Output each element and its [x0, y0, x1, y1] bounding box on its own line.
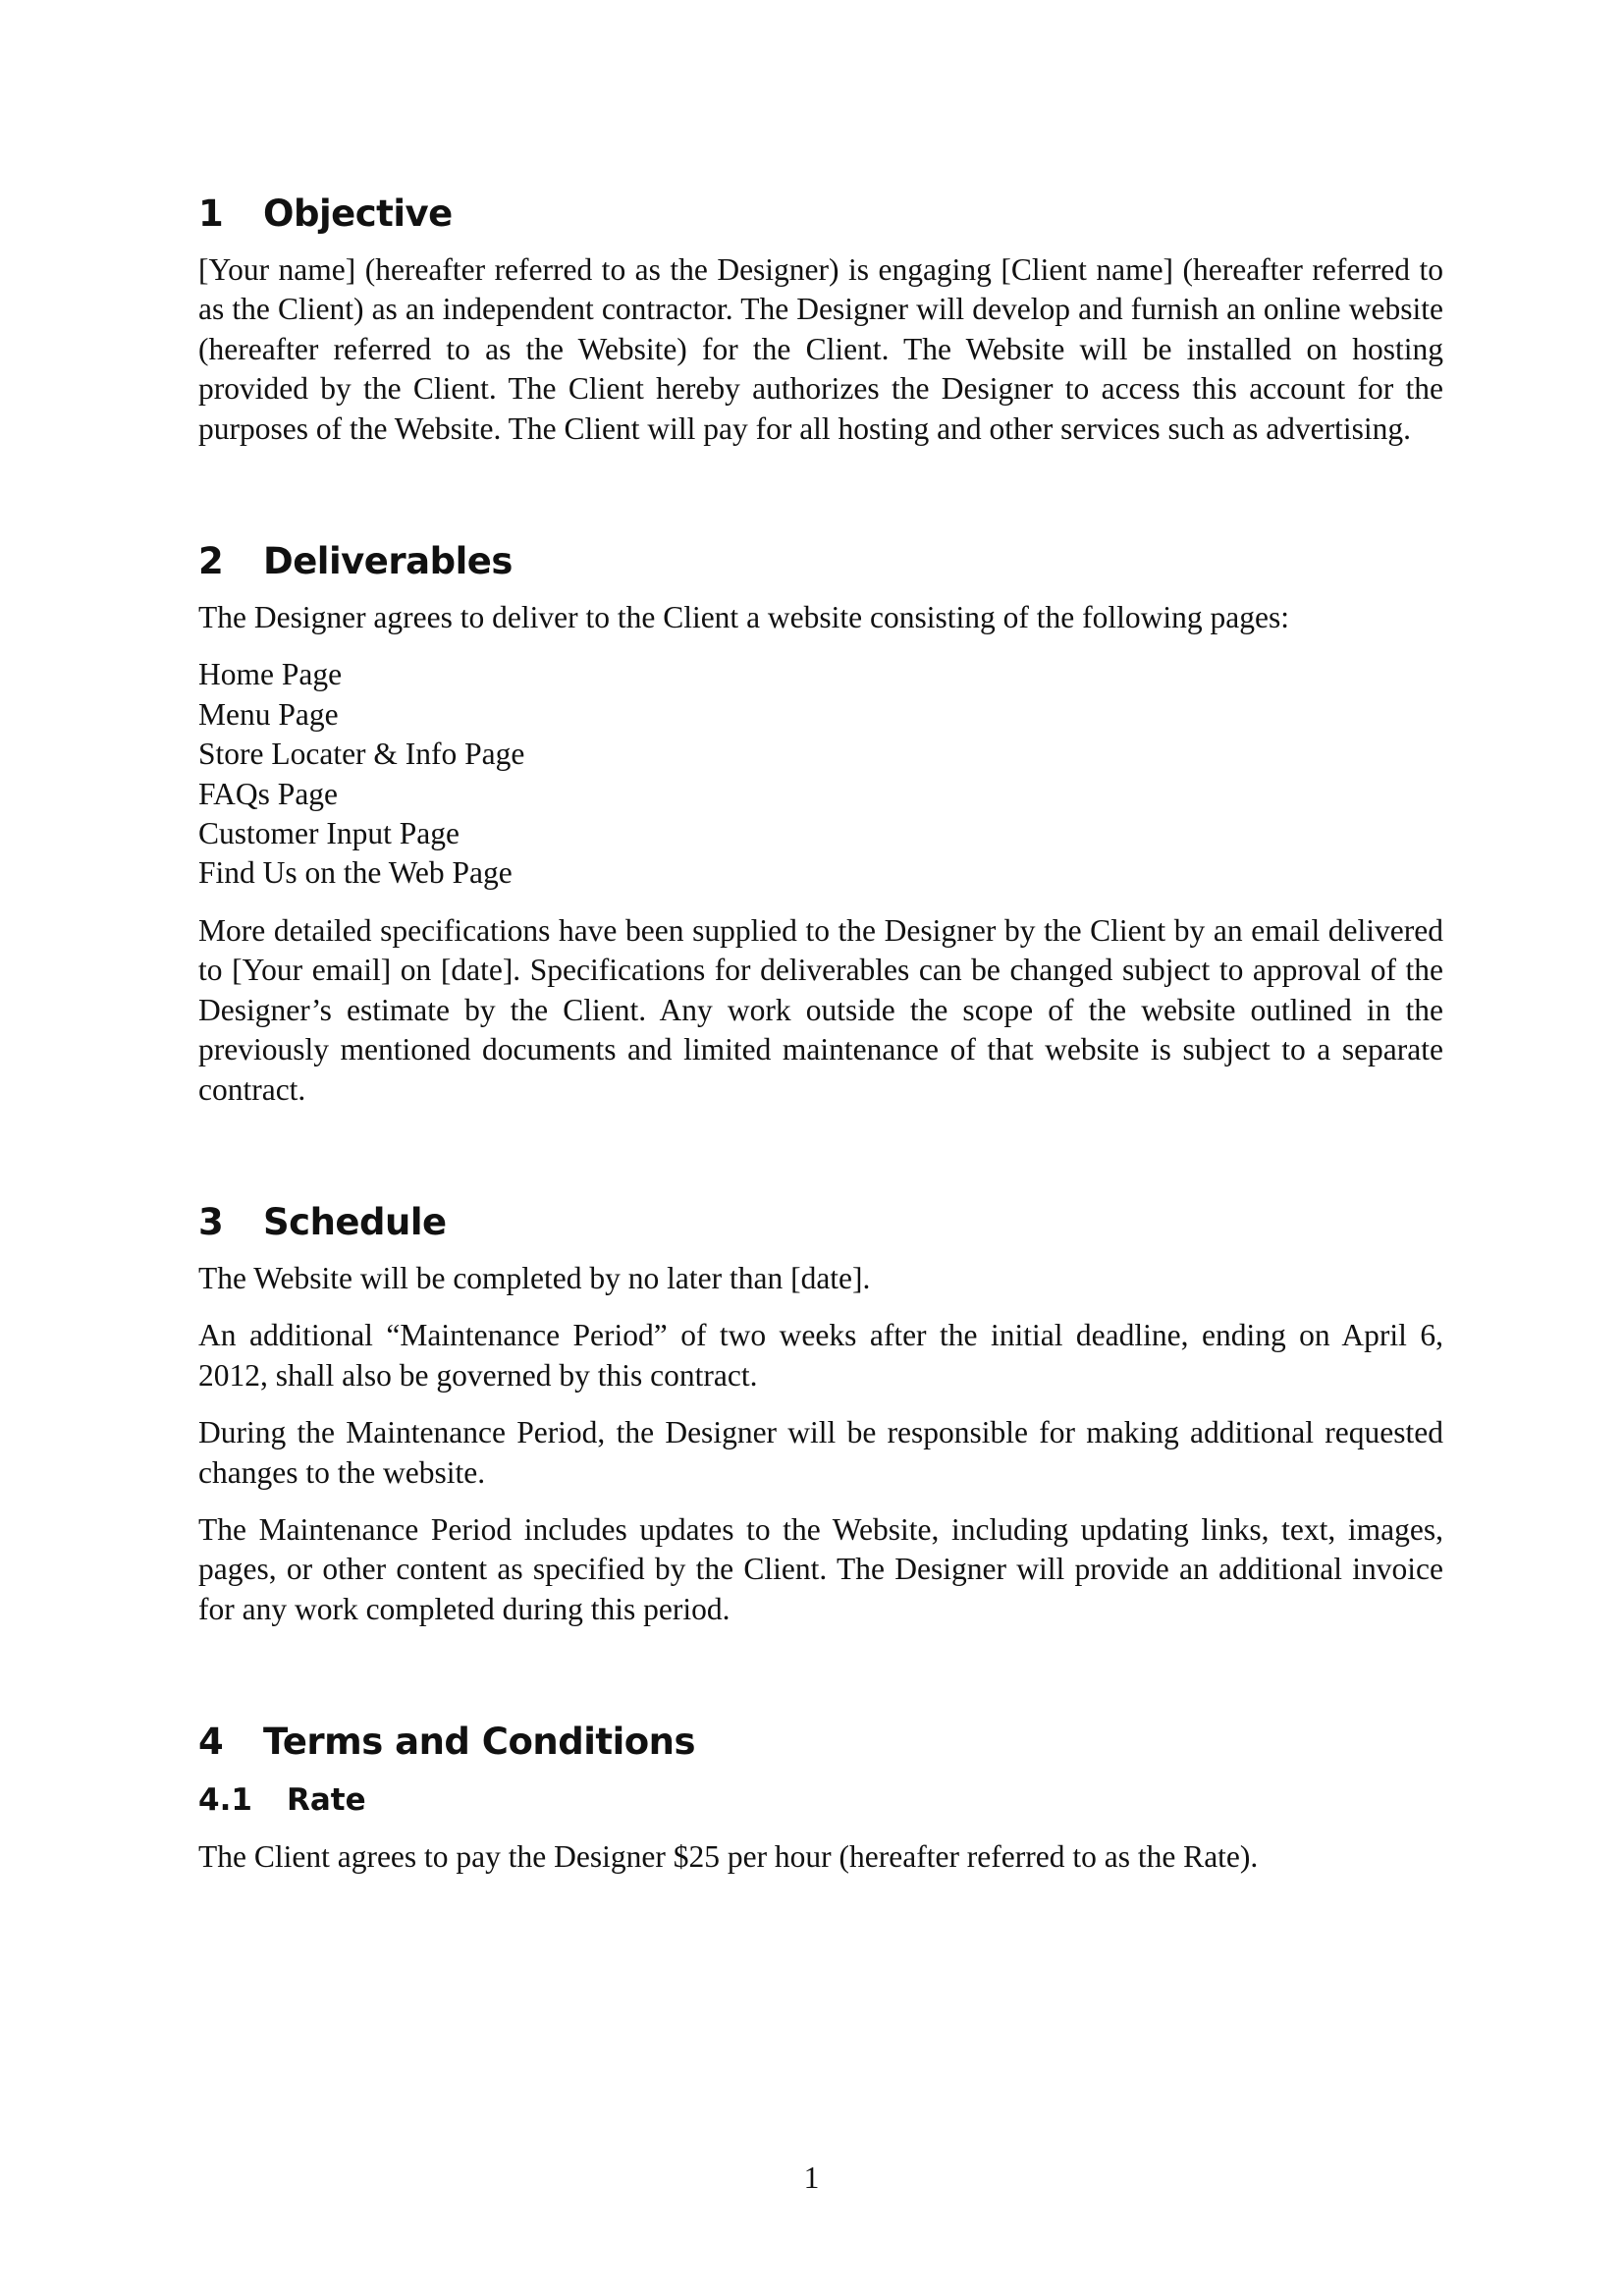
- subsection-title: Rate: [287, 1782, 366, 1819]
- section-schedule: [198, 1200, 1443, 1629]
- paragraph: An additional “Maintenance Period” of two weeks after the initial deadline, ending on April 6, 2012, shall also be governed by this contract.: [198, 1318, 1443, 1393]
- paragraph: [Your name] (hereafter referred to as the Designer) is engaging [Client name] (hereafter referred to as the Client) as an independent contractor. The Designer will develop and furnish an online website (hereafter referred to as the Website) for the Client. The Website will be installed on hosting provided by the Client. The Client hereby authorizes the Designer to access this account for the purposes of the Website. The Client will pay for all hosting and other services such as advertising.: [198, 252, 1443, 446]
- subsection-heading: [198, 1780, 1443, 1820]
- deliverables-list: [198, 655, 1443, 893]
- list-item: Menu Page: [198, 696, 339, 732]
- section-title: Objective: [263, 192, 453, 235]
- list-item: Store Locater & Info Page: [198, 737, 525, 772]
- section-title: Terms and Conditions: [263, 1721, 696, 1764]
- section-deliverables: [198, 539, 1443, 1110]
- list-item: Home Page: [198, 657, 343, 692]
- paragraph: The Maintenance Period includes updates to the Website, including updating links, text, images, pages, or other content as specified by the Client. The Designer will provide an additional invoice for any work completed during this period.: [198, 1511, 1443, 1626]
- paragraph: The Client agrees to pay the Designer $25 per hour (hereafter referred to as the Rate).: [198, 1839, 1259, 1875]
- list-item: FAQs Page: [198, 776, 339, 811]
- subsection-number: 4.1: [198, 1782, 252, 1819]
- section-heading: [198, 1720, 1443, 1765]
- section-number: 3: [198, 1200, 224, 1243]
- section-title: Deliverables: [263, 540, 513, 583]
- section-objective: [198, 191, 1443, 449]
- list-item: Customer Input Page: [198, 816, 460, 851]
- section-heading: [198, 191, 1443, 237]
- section-number: 1: [198, 192, 224, 235]
- document-page: [198, 191, 1443, 1895]
- paragraph: More detailed specifications have been supplied to the Designer by the Client by an email delivered to [Your email] on [date]. Specifications for deliverables can be changed subject to approval of the Designer’s estimate by the Client. Any work outside the scope of the website outlined in the previously mentioned documents and limited maintenance of that website is subject to a separate contract.: [198, 912, 1443, 1107]
- section-number: 2: [198, 540, 224, 583]
- section-heading: [198, 539, 1443, 584]
- section-terms-and-conditions: [198, 1720, 1443, 1877]
- list-item: Find Us on the Web Page: [198, 855, 513, 891]
- section-heading: [198, 1200, 1443, 1245]
- paragraph: The Designer agrees to deliver to the Client a website consisting of the following pages:: [198, 600, 1289, 635]
- paragraph: The Website will be completed by no later than [date].: [198, 1260, 871, 1295]
- paragraph: During the Maintenance Period, the Designer will be responsible for making additional requested changes to the website.: [198, 1415, 1443, 1490]
- page-number: 1: [803, 2160, 820, 2195]
- section-number: 4: [198, 1721, 224, 1764]
- section-title: Schedule: [263, 1200, 447, 1243]
